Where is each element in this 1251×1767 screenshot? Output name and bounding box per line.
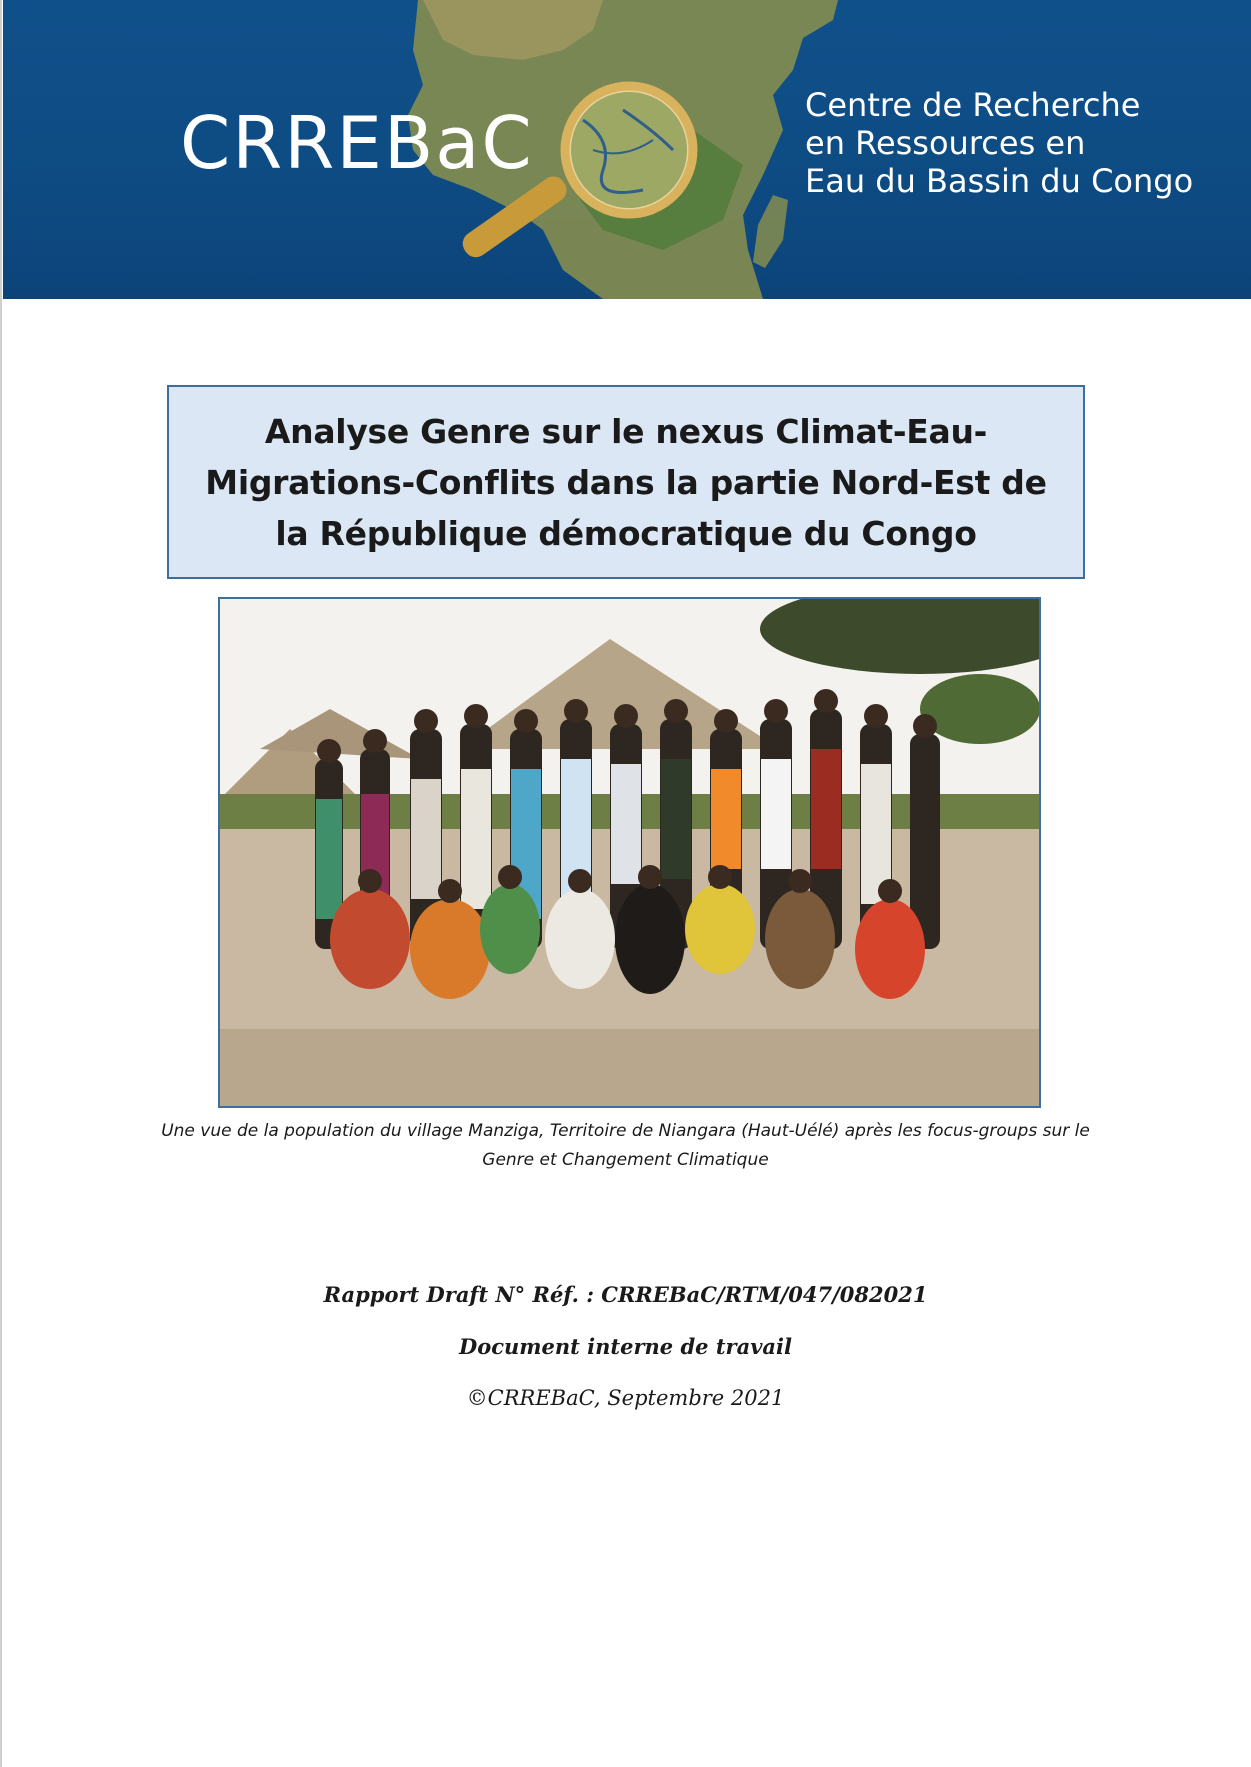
copyright-line: ©CRREBaC, Septembre 2021 [466,1386,785,1410]
document-title: Analyse Genre sur le nexus Climat-Eau-Migrations-Conflits dans la partie Nord-Est de la République démocratique du Congo [205,411,1047,553]
logo-text: CRREBaC [180,101,534,185]
village-group-photo [220,599,1039,1106]
cover-photo [218,597,1041,1108]
centre-name-line-2: en Ressources en [805,124,1086,162]
centre-name-line-3: Eau du Bassin du Congo [805,162,1194,200]
document-type: Document interne de travail [459,1334,792,1359]
page-left-edge [0,0,2,1767]
title-box [167,385,1085,579]
centre-name [805,86,1225,200]
report-reference: Rapport Draft N° Réf. : CRREBaC/RTM/047/082021 [323,1282,928,1307]
centre-name-line-1: Centre de Recherche [805,86,1141,124]
header-banner [3,0,1251,299]
photo-caption: Une vue de la population du village Manziga, Territoire de Niangara (Haut-Uélé) après les focus-groups sur le Genre et Changement Climatique [161,1121,1090,1170]
